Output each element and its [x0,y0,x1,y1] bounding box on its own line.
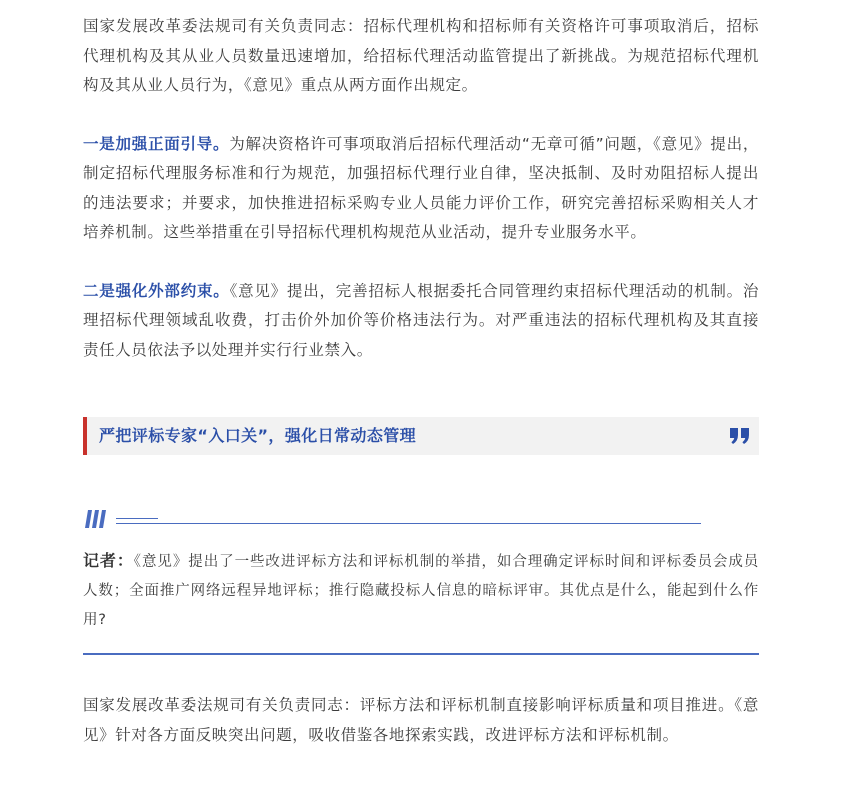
paragraph-point-one [83,130,759,248]
triple-slash-decor-icon [85,509,109,529]
answer-block [83,691,759,750]
point-one-body: 为解决资格许可事项取消后招标代理活动“无章可循”问题，《意见》提出，制定招标代理服务标准和行为规范，加强招标代理行业自律，坚决抵制、及时劝阻招标人提出的违法要求；并要求，加快推进招标采购专业人员能力评价工作，研究完善招标采购相关人才培养机制。这些举措重在引导招标代理机构规范从业活动，提升专业服务水平。 [83,134,760,241]
point-two-lead: 二是强化外部约束。 [83,281,230,300]
paragraph-official-answer: 国家发展改革委法规司有关负责同志：评标方法和评标机制直接影响评标质量和项目推进。《意见》针对各方面反映突出问题，吸收借鉴各地探索实践，改进评标方法和评标机制。 [83,696,759,744]
reporter-label: 记者： [83,551,134,570]
reporter-question-text: 《意见》提出了一些改进评标方法和评标机制的举措，如合理确定评标时间和评标委员会成员人数；全面推广网络远程异地评标；推行隐藏投标人信息的暗标评审。其优点是什么，能起到什么作用? [83,554,759,628]
paragraph-point-two [83,277,759,366]
section-heading-text: 严把评标专家“入口关”，强化日常动态管理 [99,426,417,445]
question-divider [83,653,759,655]
closing-quote-icon [729,423,751,447]
paragraph-official-intro: 国家发展改革委法规司有关负责同志：招标代理机构和招标师有关资格许可事项取消后，招标代理机构及其从业人员数量迅速增加，给招标代理活动监管提出了新挑战。为规范招标代理机构及其从业人员行为，《意见》重点从两方面作出规定。 [83,17,759,94]
decor-line-short [116,518,158,519]
point-two-body: 《意见》提出，完善招标人根据委托合同管理约束招标代理活动的机制。治理招标代理领域乱收费，打击价外加价等价格违法行为。对严重违法的招标代理机构及其直接责任人员依法予以处理并实行行业禁入。 [83,281,759,359]
article-body [83,12,759,365]
qa-decoration [83,509,703,531]
reporter-question [83,546,759,635]
section-heading-box [83,417,759,455]
point-one-lead: 一是加强正面引导。 [83,134,230,153]
decor-line-long [116,523,701,524]
